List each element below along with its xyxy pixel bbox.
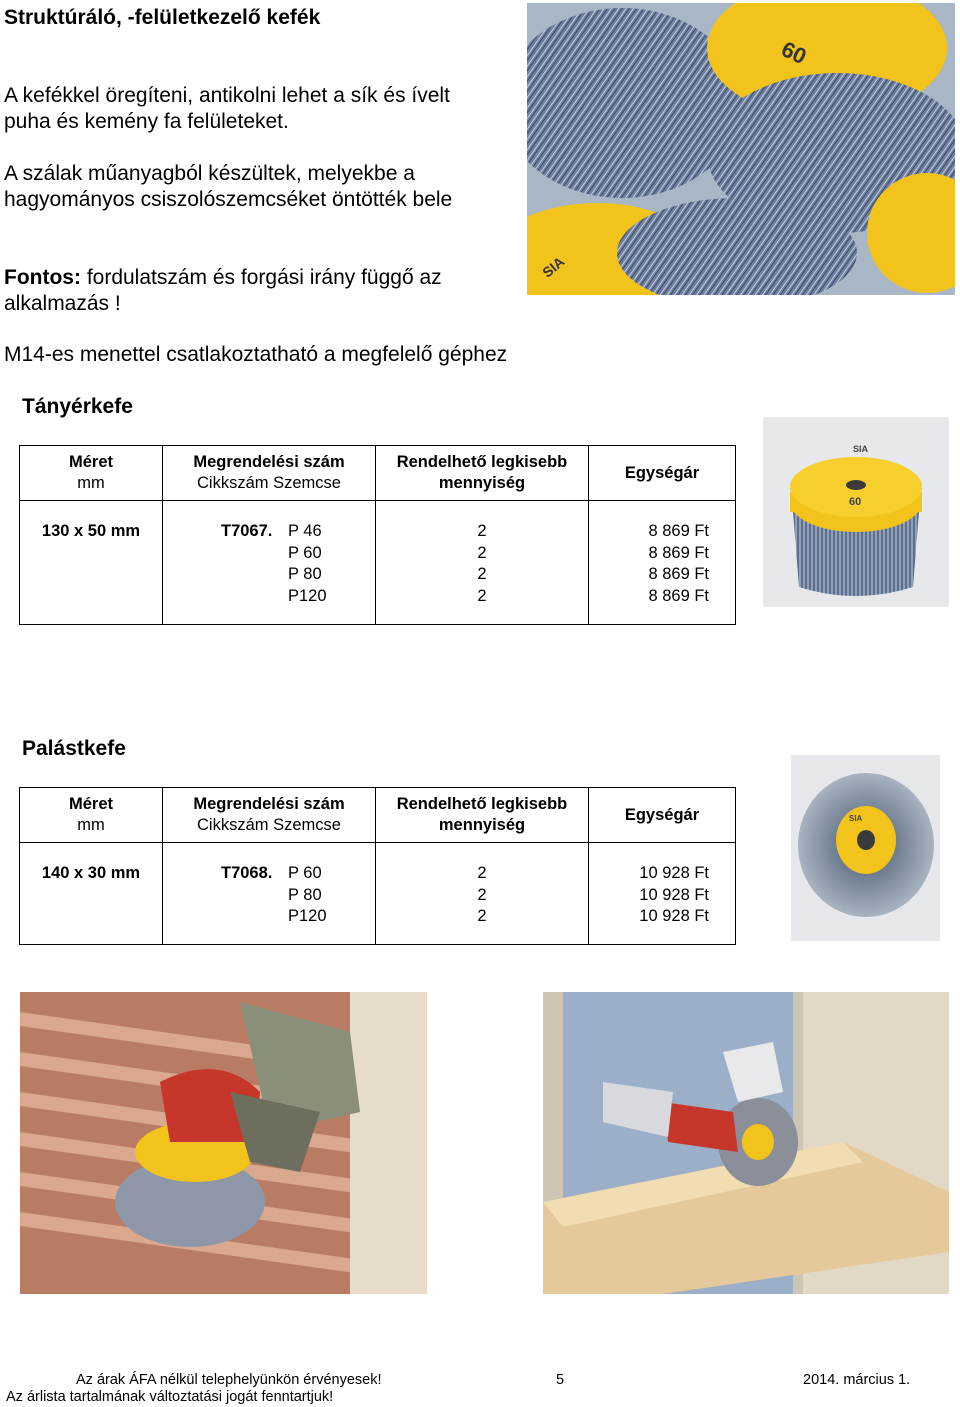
header-size: Méret mm — [20, 788, 163, 843]
note-text: fordulatszám és forgási irány függő az — [80, 266, 442, 289]
grit: P 80 — [288, 565, 322, 584]
wheel-brush-price-table — [19, 787, 736, 945]
plate-brush-brand-label: SIA — [853, 444, 869, 454]
hero-brushes-drawing — [527, 3, 955, 295]
grit: P 60 — [288, 864, 322, 882]
header-min-qty: Rendelhető legkisebb mennyiség — [376, 788, 589, 843]
grit: P 80 — [288, 885, 322, 904]
intro-line: puha és kemény fa felületeket. — [4, 110, 289, 133]
header-order: Megrendelési szám Cikkszám Szemcse — [163, 788, 376, 843]
cell-order — [163, 843, 376, 945]
usage-photo-wheel-brush — [543, 992, 949, 1294]
thread-note: M14-es menettel csatlakoztatható a megfelelő géphez — [4, 343, 508, 366]
intro-paragraph-2 — [4, 161, 524, 213]
important-note — [4, 265, 524, 317]
section-title-wheel-brush: Palástkefe — [22, 737, 126, 760]
intro-line: A szálak műanyagból készültek, melyekbe a — [4, 162, 415, 185]
page-title: Struktúráló, -felületkezelő kefék — [4, 6, 321, 29]
usage-photo-2-drawing — [543, 992, 949, 1294]
table-row — [20, 843, 736, 945]
article-number: T7067. — [221, 522, 273, 540]
cell-min-qty: 2 2 2 2 — [376, 501, 589, 625]
footer-note-prices: Az árak ÁFA nélkül telephelyünkön érvényesek! — [76, 1372, 382, 1388]
grit: P120 — [288, 907, 327, 926]
header-order: Megrendelési szám Cikkszám Szemcse — [163, 446, 376, 501]
plate-brush-grit-label: 60 — [849, 496, 862, 508]
hero-brand-label: SIA — [539, 253, 568, 281]
usage-photo-plate-brush — [20, 992, 427, 1294]
section-title-plate-brush: Tányérkefe — [22, 395, 133, 418]
header-price: Egységár — [589, 788, 736, 843]
wheel-brush-drawing — [791, 755, 940, 941]
cell-price: 8 869 Ft 8 869 Ft 8 869 Ft 8 869 Ft — [589, 501, 736, 625]
wheel-brush-photo — [791, 755, 940, 941]
hero-brushes-photo — [527, 3, 955, 295]
plate-brush-photo — [763, 417, 949, 607]
hero-grit-label: 60 — [777, 36, 811, 70]
header-price: Egységár — [589, 446, 736, 501]
note-label: Fontos: — [4, 266, 81, 289]
note-text-2: alkalmazás ! — [4, 292, 121, 315]
cell-size: 140 x 30 mm — [20, 843, 163, 945]
cell-size: 130 x 50 mm — [20, 501, 163, 625]
header-size: Méret mm — [20, 446, 163, 501]
intro-line: A kefékkel öregíteni, antikolni lehet a sík és ívelt — [4, 84, 450, 107]
footer-date: 2014. március 1. — [803, 1372, 911, 1388]
plate-brush-price-table — [19, 445, 736, 625]
table-row — [20, 501, 736, 625]
header-min-qty: Rendelhető legkisebb mennyiség — [376, 446, 589, 501]
cell-min-qty: 2 2 2 — [376, 843, 589, 945]
plate-brush-drawing — [763, 417, 949, 607]
table-header-row — [20, 788, 736, 843]
article-number: T7068. — [221, 864, 273, 882]
intro-line: hagyományos csiszolószemcséket öntötték bele — [4, 188, 453, 211]
intro-paragraph-1 — [4, 83, 524, 135]
table-header-row — [20, 446, 736, 501]
footer-note-rights: Az árlista tartalmának változtatási jogát fenntartjuk! — [6, 1389, 334, 1405]
wheel-brush-brand-label: SIA — [849, 814, 863, 823]
cell-order — [163, 501, 376, 625]
usage-photo-1-drawing — [20, 992, 427, 1294]
page-number: 5 — [556, 1372, 565, 1388]
grit: P120 — [288, 587, 327, 606]
cell-price: 10 928 Ft 10 928 Ft 10 928 Ft — [589, 843, 736, 945]
grit: P 60 — [288, 543, 322, 562]
grit: P 46 — [288, 522, 322, 540]
